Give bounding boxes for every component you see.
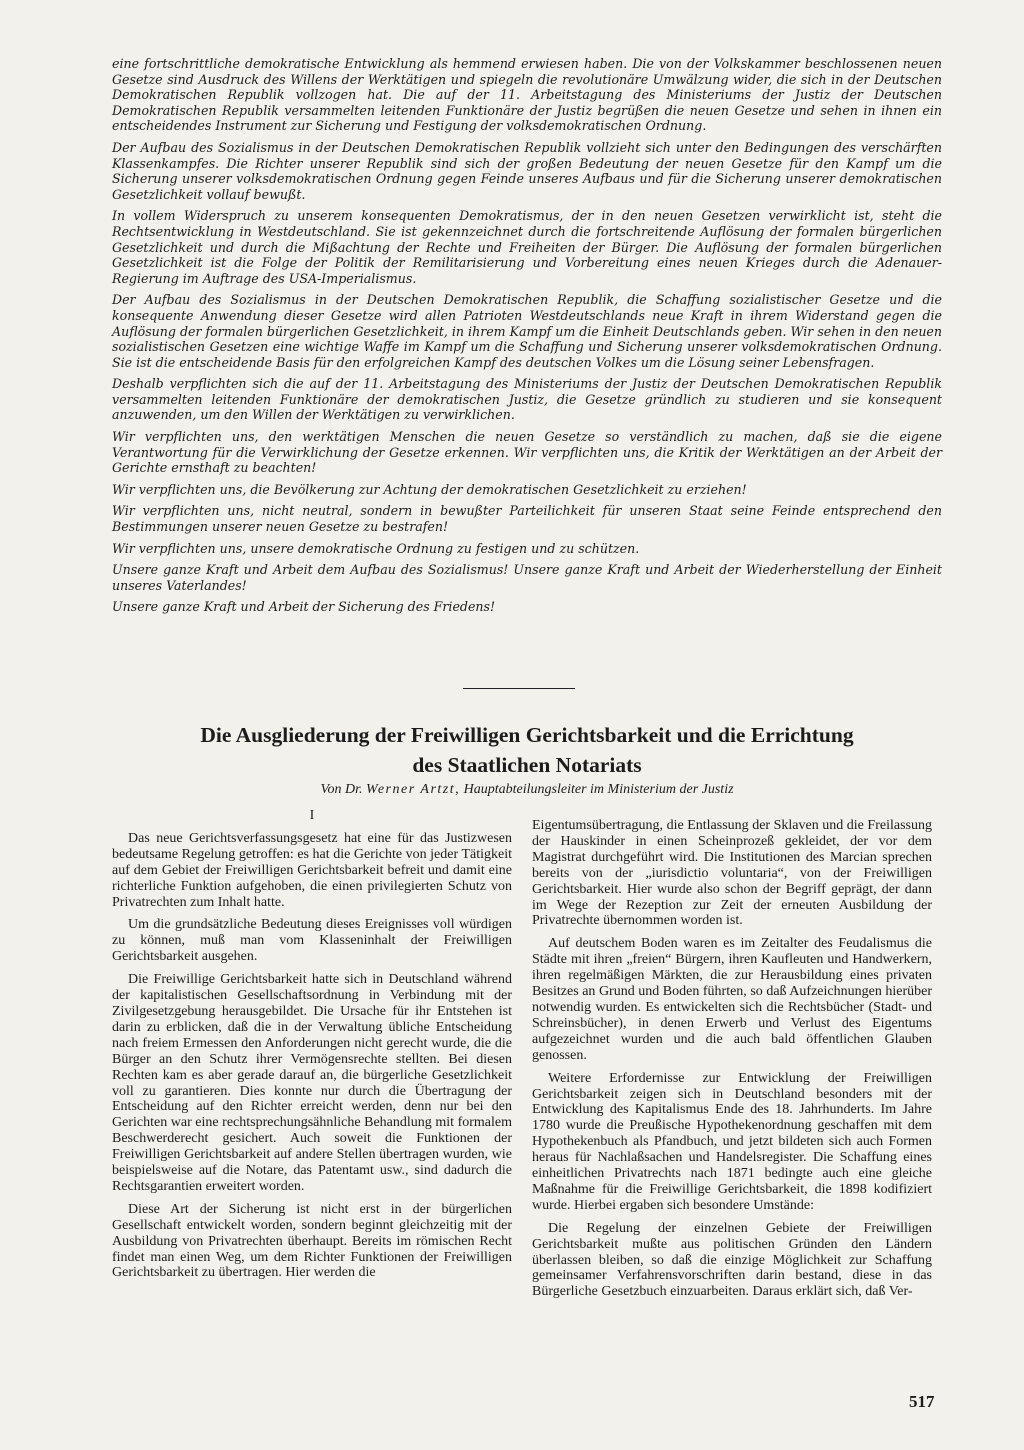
article-paragraph: Die Regelung der einzelnen Gebiete der Freiwilligen Gerichtsbarkeit mußte aus politischen Gründen den Ländern überlassen bleiben, so daß die einzige Möglichkeit zur Schaffung gemeinsamer Verfahrensvorschriften darin bestand, diese in das Bürgerliche Gesetzbuch einzuarbeiten. Daraus erklärt sich, daß Ver-: [532, 1220, 932, 1300]
resolution-paragraph: Der Aufbau des Sozialismus in der Deutschen Demokratischen Republik vollzieht sich unter den Bedingungen des verschärften Klassenkampfes. Die Richter unserer Republik sind sich der großen Bedeutung der neuen Gesetze für den Kampf um die Sicherung unserer volksdemokratischen Ordnung gegen Feinde unseres Aufbaus und für die Sicherung unserer demokratischen Gesetzlichkeit vollauf bewußt.: [112, 139, 942, 202]
article-column-right: [532, 818, 932, 1307]
byline-author: Werner Artzt,: [365, 782, 461, 797]
article-paragraph: Diese Art der Sicherung ist nicht erst in der bürgerlichen Gesellschaft entwickelt worden, sondern beginnt gleichzeitig mit der Ausbildung von Privatrechten überhaupt. Bereits im römischen Recht findet man einen Weg, um dem Richter Funktionen der Freiwilligen Gerichtsbarkeit zu übertragen. Hier werden die: [112, 1201, 512, 1281]
resolution-paragraph: Unsere ganze Kraft und Arbeit der Sicherung des Friedens!: [112, 599, 496, 615]
article-paragraph: Um die grundsätzliche Bedeutung dieses Ereignisses voll würdigen zu können, muß man vom Klasseninhalt der Freiwilligen Gerichtsbarkeit ausgehen.: [112, 917, 512, 965]
section-divider: [463, 688, 575, 689]
resolution-paragraph: Wir verpflichten uns, unsere demokratische Ordnung zu festigen und zu schützen.: [112, 540, 640, 556]
article-byline: [112, 782, 942, 798]
section-number: I: [309, 808, 315, 823]
resolution-paragraph: Wir verpflichten uns, nicht neutral, sondern in bewußter Parteilichkeit für unseren Staat seine Feinde entsprechend den Bestimmungen unserer neuen Gesetze zu bestrafen!: [112, 503, 942, 535]
resolution-paragraph: Wir verpflichten uns, den werktätigen Menschen die neuen Gesetze so verständlich zu machen, daß sie die eigene Verantwortung für die Verwirklichung der Gesetze erkennen. Wir verpflichten uns, die Kritik der Werktätigen an der Arbeit der Gerichte ernsthaft zu beachten!: [112, 429, 942, 476]
resolution-text: [112, 56, 942, 621]
resolution-paragraph: Deshalb verpflichten sich die auf der 11. Arbeitstagung des Ministeriums der Justiz der Deutschen Demokratischen Republik versammelten leitenden Funktionäre der demokratischen Justiz, die Gesetze gründlich zu studieren und sie konsequent anzuwenden, um den Willen der Werktätigen zu verwirklichen.: [112, 376, 942, 423]
article-paragraph: Auf deutschem Boden waren es im Zeitalter des Feudalismus die Städte mit ihren „freien“ Bürgern, ihren Kaufleuten und Handwerkern, ihren regelmäßigen Märkten, die zur Herausbildung eines privaten Besitzes an Grund und Boden führten, so daß Aufzeichnungen hierüber notwendig wurden. Es entwickelten sich die Rechtsbücher (Stadt- und Schreinsbücher), in denen Erwerb und Verlust des Eigentums aufgezeichnet wurden und die auch bald öffentlichen Glauben genossen.: [532, 936, 932, 1063]
resolution-paragraph: Unsere ganze Kraft und Arbeit dem Aufbau des Sozialismus! Unsere ganze Kraft und Arbeit der Wiederherstellung der Einheit unseres Vaterlandes!: [112, 562, 942, 593]
byline-prefix: Von Dr.: [320, 782, 363, 797]
page-number: 517: [909, 1392, 935, 1411]
byline-suffix: Hauptabteilungsleiter im Ministerium der Justiz: [463, 782, 734, 797]
article-paragraph: Weitere Erfordernisse zur Entwicklung der Freiwilligen Gerichtsbarkeit zeigen sich in Deutschland besonders mit der Entwicklung des Kapitalismus Ende des 18. Jahrhunderts. Im Jahre 1780 wurde die Preußische Hypothekenordnung geschaffen mit dem Hypothekenbuch als Pfandbuch, und jetzt bildeten sich auch Formen heraus für Nachlaßsachen und Handelsregister. Die Schaffung eines einheitlichen Privatrechts nach 1871 bedingte auch eine gleiche Maßnahme für die Freiwillige Gerichtsbarkeit, die 1898 kodifiziert wurde. Hierbei ergaben sich besondere Umstände:: [532, 1070, 932, 1213]
article-paragraph: Die Freiwillige Gerichtsbarkeit hatte sich in Deutschland während der kapitalistischen Gesellschaftsordnung in Verbindung mit der Zivilgesetzgebung herausgebildet. Die Ursache für ihr Entstehen ist darin zu erblicken, daß die in der Verwaltung übliche Entscheidung nach freiem Ermessen den Anforderungen nicht gerecht wurde, die die Bürger an den Schutz ihrer Vermögensrechte stellten. Bei diesen Rechten kam es aber gerade darauf an, die bürgerliche Gesetzlichkeit voll zu garantieren. Dies konnte nur durch die Übertragung der Entscheidung auf den Richter erreicht werden, denn nur bei den Gerichten war eine rechtsprechungsähnliche Behandlung mit formalem Beschwerderecht gesichert. Auch soweit die Funktionen der Freiwilligen Gerichtsbarkeit auf andere Stellen übertragen wurden, wie beispielsweise auf die Notare, das Patentamt usw., sind dadurch die Rechtsgarantien erweitert worden.: [112, 972, 512, 1194]
resolution-paragraph: In vollem Widerspruch zu unserem konsequenten Demokratismus, der in den neuen Gesetzen verwirklicht ist, steht die Rechtsentwicklung in Westdeutschland. Sie ist gekennzeichnet durch die fortschreitende Auflösung der formalen bürgerlichen Gesetzlichkeit und durch die Mißachtung der Rechte und Freiheiten der Bürger. Die Auflösung der formalen bürgerlichen Gesetzlichkeit ist die Folge der Politik der Remilitarisierung und Vorbereitung eines neuen Krieges durch die Adenauer-Regierung im Auftrage des USA-Imperialismus.: [112, 208, 942, 286]
article-paragraph-continuation: Eigentumsübertragung, die Entlassung der Sklaven und die Freilassung der Hauskinder in einen Scheinprozeß gekleidet, der vor dem Magistrat durchgeführt wird. Die Institutionen des Marcian sprechen bereits von der „iurisdictio voluntaria“, von der Freiwilligen Gerichtsbarkeit. Hier wurde also schon der Begriff geprägt, der dann im Wege der Rezeption zur Zeit der erneuten Ausbildung der Privatrechte übernommen worden ist.: [532, 818, 932, 929]
resolution-paragraph: eine fortschrittliche demokratische Entwicklung als hemmend erwiesen haben. Die von der Volkskammer beschlossenen neuen Gesetze sind Ausdruck des Willens der Werktätigen und spiegeln die revolutionäre Umwälzung wider, die sich in der Deutschen Demokratischen Republik vollzogen hat. Die auf der 11. Arbeitstagung des Ministeriums der Justiz der Deutschen Demokratischen Republik versammelten leitenden Funktionäre der Justiz begrüßen die neuen Gesetze und sehen in ihnen ein entscheidendes Instrument zur Sicherung und Festigung der volksdemokratischen Ordnung.: [112, 56, 942, 134]
article-title-line-2: des Staatlichen Notariats: [412, 753, 642, 777]
article-column-left: [112, 808, 512, 1288]
article-title: [112, 720, 942, 780]
resolution-paragraph: Wir verpflichten uns, die Bevölkerung zur Achtung der demokratischen Gesetzlichkeit zu erziehen!: [112, 481, 747, 497]
resolution-paragraph: Der Aufbau des Sozialismus in der Deutschen Demokratischen Republik, die Schaffung sozialistischer Gesetze und die konsequente Anwendung dieser Gesetze wird allen Patrioten Westdeutschlands neue Kraft in ihrem Widerstand gegen die Auflösung der formalen bürgerlichen Gesetzlichkeit, in ihrem Kampf um die Einheit Deutschlands geben. Wir sehen in den neuen sozialistischen Gesetzen eine wichtige Waffe im Kampf um die Schaffung und Sicherung unserer volksdemokratischen Ordnung. Sie ist die entscheidende Basis für den erfolgreichen Kampf des deutschen Volkes um die Lösung seiner Lebensfragen.: [112, 292, 942, 370]
article-title-line-1: Die Ausgliederung der Freiwilligen Gerichtsbarkeit und die Errichtung: [200, 723, 854, 747]
article-paragraph: Das neue Gerichtsverfassungsgesetz hat eine für das Justizwesen bedeutsame Regelung getroffen: es hat die Gerichte von jeder Tätigkeit auf dem Gebiet der Freiwilligen Gerichtsbarkeit befreit und damit eine richterliche Funktion aufgehoben, die einen privilegierten Schutz von Privatrechten zum Inhalt hatte.: [112, 830, 512, 910]
